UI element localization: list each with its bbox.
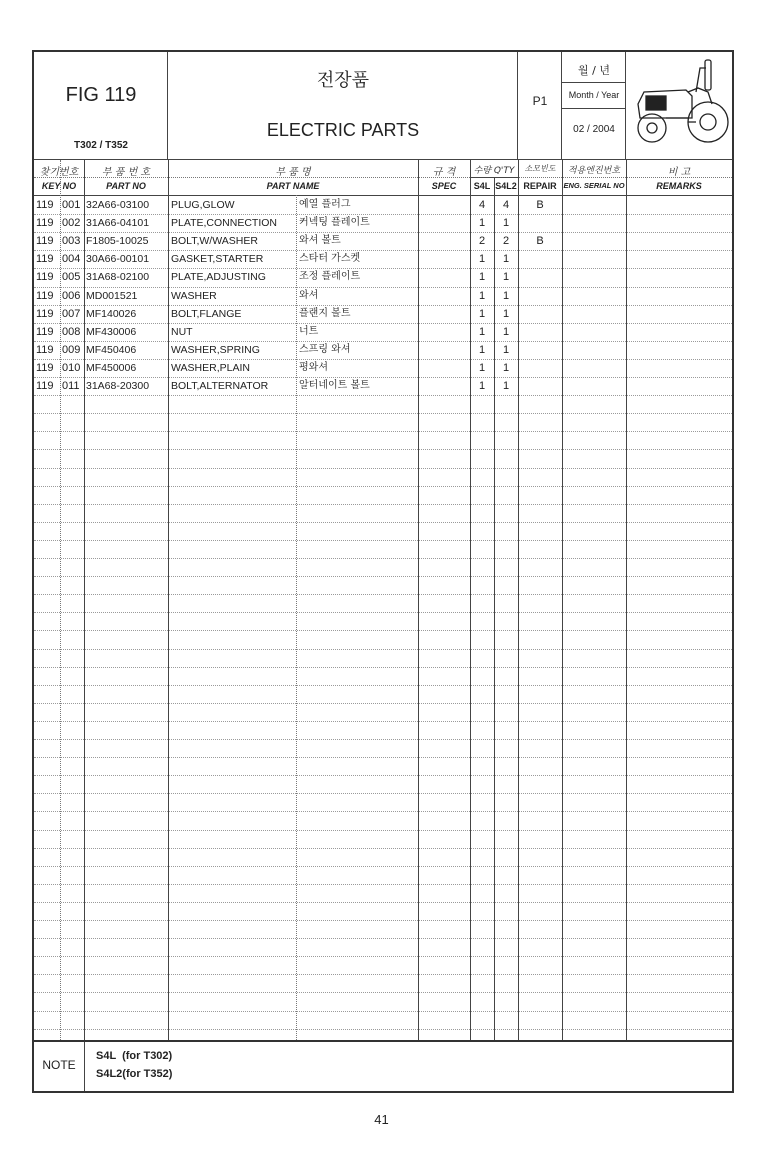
date-cell <box>562 52 626 159</box>
page-cell <box>518 52 562 159</box>
fig-number-cell: 119 <box>36 362 54 374</box>
note-line-1: S4L (for T302) <box>96 1050 173 1062</box>
qty-s4l-cell: 1 <box>478 217 486 229</box>
key-number-cell: 011 <box>62 380 80 392</box>
qty-s4l-cell: 1 <box>478 271 486 283</box>
part-name-english-cell: WASHER <box>171 290 217 302</box>
qty-header: 수량 Q'TY <box>473 166 515 176</box>
qty-s4l-cell: 1 <box>478 344 486 356</box>
part-name-english-cell: PLATE,CONNECTION <box>171 217 277 229</box>
note-line-2: S4L2(for T352) <box>96 1068 173 1080</box>
part-name-english-cell: NUT <box>171 326 193 338</box>
fig-number-cell: 119 <box>36 199 54 211</box>
fig-cell <box>34 52 168 159</box>
part-name-korean-cell: 예열 플러그 <box>299 199 351 210</box>
part-no-header: PART NO <box>106 181 146 191</box>
key-number-cell: 009 <box>62 344 81 356</box>
part-name-korean: 부 품 명 <box>275 167 311 178</box>
model-label: T302 / T352 <box>74 140 128 151</box>
part-name-korean-cell: 알터네이트 볼트 <box>299 380 370 391</box>
table-row <box>34 232 732 250</box>
qty-s4l2-cell: 1 <box>502 308 510 320</box>
qty-s4l2-cell: 1 <box>502 217 510 229</box>
fig-number-cell: 119 <box>36 235 54 247</box>
qty-s4l2-cell: 1 <box>502 290 510 302</box>
part-name-korean-cell: 스프링 와셔 <box>299 344 351 355</box>
eng-serial-header: ENG. SERIAL NO <box>563 181 625 190</box>
qty-s4l2-cell: 1 <box>502 362 510 374</box>
part-name-korean-cell: 플랜지 볼트 <box>299 308 351 319</box>
part-name-korean-cell: 와셔 <box>299 290 319 301</box>
table-row <box>34 305 732 323</box>
part-name-english-cell: BOLT,ALTERNATOR <box>171 380 269 392</box>
key-number-cell: 006 <box>62 290 81 302</box>
key-no-korean: 찾기번호 <box>39 167 79 178</box>
part-number-cell: MF430006 <box>86 326 137 338</box>
part-number-cell: MF140026 <box>86 308 137 320</box>
part-number-cell: 31A66-04101 <box>86 217 150 229</box>
key-number-cell: 001 <box>62 199 81 211</box>
part-number-cell: 31A68-20300 <box>86 380 150 392</box>
table-row <box>34 323 732 341</box>
note-block <box>34 1042 732 1091</box>
table-row <box>34 359 732 377</box>
part-name-english-cell: WASHER,SPRING <box>171 344 260 356</box>
part-number-cell: 30A66-00101 <box>86 253 150 265</box>
month-year-korean: 월 / 년 <box>578 64 610 77</box>
part-name-english-cell: PLUG,GLOW <box>171 199 235 211</box>
header-block <box>34 52 732 159</box>
parts-table-frame <box>32 50 734 1093</box>
title-english: ELECTRIC PARTS <box>266 120 420 140</box>
date-value: 02 / 2004 <box>573 124 615 135</box>
qty-s4l-cell: 1 <box>478 308 486 320</box>
title-korean: 전장품 <box>316 70 370 91</box>
part-number-cell: F1805-10025 <box>86 235 149 247</box>
part-number-cell: MF450406 <box>86 344 137 356</box>
qty-s4l2-cell: 1 <box>502 271 510 283</box>
qty-s4l2-cell: 1 <box>502 253 510 265</box>
part-number-cell: 32A66-03100 <box>86 199 150 211</box>
remarks-header: REMARKS <box>656 181 702 191</box>
part-name-english-cell: WASHER,PLAIN <box>171 362 250 374</box>
qty-s4l2-cell: 2 <box>502 235 510 247</box>
fig-number-cell: 119 <box>36 271 54 283</box>
parts-table-body <box>34 196 732 1040</box>
part-name-korean-cell: 스타터 가스켓 <box>299 253 361 264</box>
key-number-cell: 005 <box>62 271 81 283</box>
fig-label: FIG 119 <box>65 84 137 106</box>
key-number-cell: 007 <box>62 308 81 320</box>
part-name-korean-cell: 너트 <box>299 326 319 337</box>
spec-header: SPEC <box>431 181 457 191</box>
qty-s4l2-cell: 1 <box>502 326 510 338</box>
page-label: P1 <box>532 94 548 108</box>
part-name-korean-cell: 커넥팅 플레이트 <box>299 217 370 228</box>
s4l-header: S4L <box>473 181 491 191</box>
qty-s4l-cell: 1 <box>478 362 486 374</box>
qty-s4l2-cell: 1 <box>502 344 510 356</box>
qty-s4l2-cell: 4 <box>502 199 510 211</box>
key-number-cell: 002 <box>62 217 81 229</box>
table-row <box>34 287 732 305</box>
month-year-english: Month / Year <box>568 90 620 100</box>
fig-number-cell: 119 <box>36 217 54 229</box>
part-name-english-cell: BOLT,FLANGE <box>171 308 242 320</box>
fig-number-cell: 119 <box>36 308 54 320</box>
part-name-header: PART NAME <box>266 181 320 191</box>
repair-header: REPAIR <box>523 181 557 191</box>
qty-s4l2-cell: 1 <box>502 380 510 392</box>
part-name-korean-cell: 조정 플레이트 <box>299 271 361 282</box>
qty-s4l-cell: 1 <box>478 290 486 302</box>
page-number: 41 <box>374 1112 389 1127</box>
qty-s4l-cell: 1 <box>478 380 486 392</box>
part-name-english-cell: GASKET,STARTER <box>171 253 264 265</box>
part-name-korean-cell: 평와셔 <box>299 362 328 373</box>
part-no-korean: 부 품 번 호 <box>101 167 151 178</box>
table-row <box>34 341 732 359</box>
table-row <box>34 196 732 214</box>
key-number-cell: 010 <box>62 362 81 374</box>
part-number-cell: MD001521 <box>86 290 138 302</box>
title-cell <box>168 52 518 159</box>
fig-number-cell: 119 <box>36 380 54 392</box>
part-number-cell: 31A68-02100 <box>86 271 150 283</box>
key-no-header: KEY NO <box>41 181 77 191</box>
repair-korean: 소모빈도 <box>524 164 556 173</box>
part-name-english-cell: PLATE,ADJUSTING <box>171 271 266 283</box>
fig-number-cell: 119 <box>36 253 54 265</box>
s4l2-header: S4L2 <box>495 181 517 191</box>
column-header <box>34 160 732 196</box>
qty-s4l-cell: 1 <box>478 326 486 338</box>
key-number-cell: 003 <box>62 235 81 247</box>
part-number-cell: MF450006 <box>86 362 137 374</box>
qty-s4l-cell: 4 <box>478 199 486 211</box>
note-label: NOTE <box>42 1058 76 1072</box>
key-number-cell: 008 <box>62 326 81 338</box>
fig-number-cell: 119 <box>36 326 54 338</box>
fig-number-cell: 119 <box>36 344 54 356</box>
remarks-korean: 비 고 <box>667 167 691 178</box>
table-row <box>34 250 732 268</box>
eng-serial-korean: 적용엔진번호 <box>567 166 621 176</box>
table-row <box>34 377 732 395</box>
part-name-korean-cell: 와셔 볼트 <box>299 235 341 246</box>
key-number-cell: 004 <box>62 253 81 265</box>
table-row <box>34 268 732 286</box>
repair-cell: B <box>536 235 544 247</box>
repair-cell: B <box>536 199 544 211</box>
part-name-english-cell: BOLT,W/WASHER <box>171 235 258 247</box>
table-row <box>34 214 732 232</box>
qty-s4l-cell: 1 <box>478 253 486 265</box>
spec-korean: 규 격 <box>432 167 456 178</box>
fig-number-cell: 119 <box>36 290 54 302</box>
qty-s4l-cell: 2 <box>478 235 486 247</box>
tractor-icon <box>626 52 732 159</box>
